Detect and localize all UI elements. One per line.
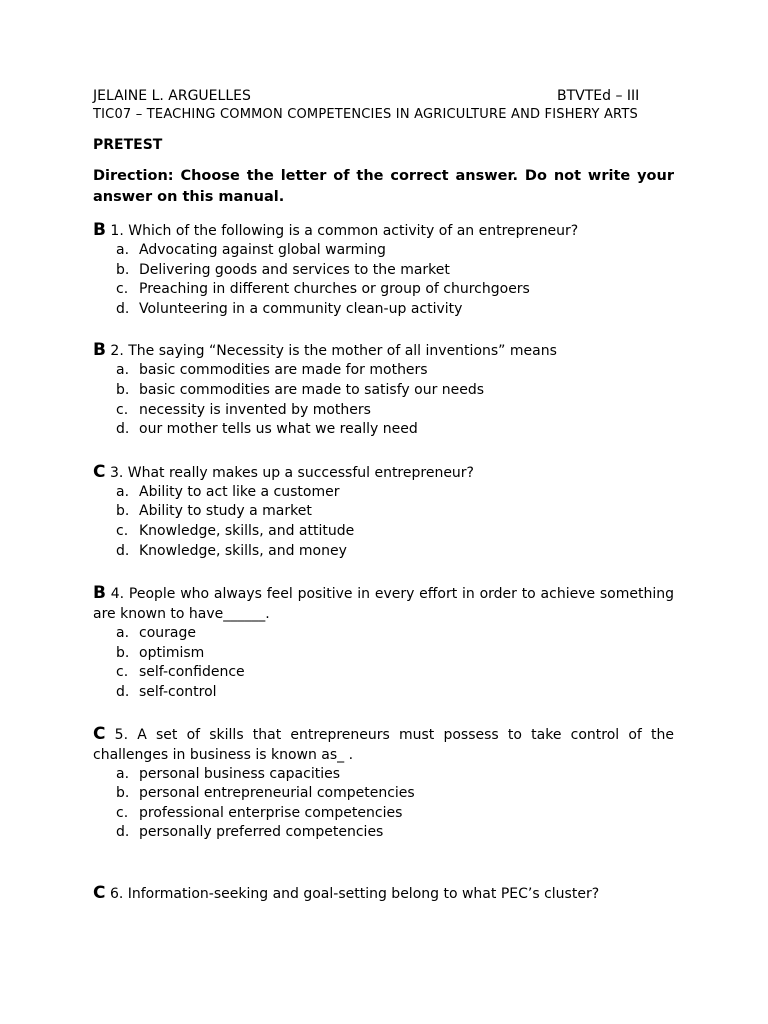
answer-letter: C: [93, 723, 106, 744]
choice-item: [116, 381, 674, 401]
choice-text: self-control: [139, 683, 217, 700]
choice-letter: c.: [116, 401, 129, 418]
direction-text: Direction: Choose the letter of the correct answer. Do not write your answer on this manual.: [93, 168, 674, 205]
choice-text: personal business capacities: [139, 765, 340, 782]
answer-letter: B: [93, 340, 106, 361]
choice-text: Ability to study a market: [139, 503, 312, 520]
document-page: [93, 86, 674, 904]
choice-letter: a.: [116, 362, 130, 379]
choice-item: [116, 261, 674, 281]
choice-letter: d.: [116, 421, 130, 438]
choice-item: [116, 420, 674, 440]
question-text: 6. Information-seeking and goal-setting belong to what PEC’s cluster?: [109, 885, 600, 902]
question-text: 1. Which of the following is a common activity of an entrepreneur?: [110, 223, 579, 239]
question-text: 4. People who always feel positive in every effort in order to achieve something are known to have______.: [93, 586, 674, 623]
choice-list: [93, 361, 674, 439]
choice-text: Advocating against global warming: [139, 242, 386, 258]
question-stem: [93, 883, 674, 904]
page-title: PRETEST: [93, 137, 163, 153]
choice-text: Knowledge, skills, and money: [139, 542, 347, 559]
choice-letter: b.: [116, 381, 130, 398]
question-text: 2. The saying “Necessity is the mother of all inventions” means: [110, 343, 557, 360]
choice-item: [116, 765, 674, 785]
choice-letter: b.: [116, 503, 130, 520]
choice-list: [93, 483, 674, 561]
choice-letter: a.: [116, 483, 130, 500]
answer-letter: B: [93, 220, 106, 240]
choice-letter: b.: [116, 261, 130, 278]
choice-letter: c.: [116, 522, 129, 539]
question-3: [93, 462, 674, 561]
choice-letter: d.: [116, 542, 130, 559]
choice-letter: b.: [116, 785, 130, 802]
choice-list: [93, 241, 674, 319]
choice-list: [93, 765, 674, 843]
choice-item: [116, 241, 674, 261]
question-4: [93, 583, 674, 702]
choice-item: [116, 361, 674, 381]
choice-text: necessity is invented by mothers: [139, 401, 371, 418]
choice-item: [116, 401, 674, 421]
question-stem: [93, 724, 674, 765]
choice-text: optimism: [139, 644, 205, 661]
question-stem: [93, 583, 674, 624]
choice-text: basic commodities are made to satisfy our needs: [139, 381, 485, 398]
choice-item: [116, 823, 674, 843]
question-text: 3. What really makes up a successful entrepreneur?: [109, 464, 474, 481]
answer-letter: B: [93, 583, 106, 604]
choice-text: Volunteering in a community clean-up activity: [139, 300, 463, 317]
question-stem: [93, 340, 674, 361]
question-2: [93, 340, 674, 439]
choice-item: [116, 624, 674, 644]
choice-letter: b.: [116, 644, 130, 661]
question-6: [93, 883, 674, 904]
choice-text: Ability to act like a customer: [139, 483, 340, 500]
question-stem: [93, 220, 674, 241]
answer-letter: C: [93, 461, 106, 482]
choice-letter: a.: [116, 242, 130, 258]
question-text: 5. A set of skills that entrepreneurs must possess to take control of the challenges in business is known as_ .: [93, 726, 674, 763]
choice-text: Delivering goods and services to the market: [139, 261, 450, 278]
choice-letter: c.: [116, 281, 129, 298]
choice-letter: a.: [116, 765, 130, 782]
choice-item: [116, 280, 674, 300]
choice-text: personal entrepreneurial competencies: [139, 785, 415, 802]
choice-item: [116, 542, 674, 562]
choice-text: self-confidence: [139, 664, 245, 681]
choice-item: [116, 483, 674, 503]
choice-item: [116, 784, 674, 804]
choice-item: [116, 663, 674, 683]
choice-item: [116, 804, 674, 824]
choice-list: [93, 624, 674, 702]
choice-text: Knowledge, skills, and attitude: [139, 522, 355, 539]
choice-text: personally preferred competencies: [139, 824, 384, 841]
question-1: [93, 220, 674, 319]
subject-title: TIC07 – TEACHING COMMON COMPETENCIES IN AGRICULTURE AND FISHERY ARTS: [93, 107, 638, 122]
answer-letter: C: [93, 882, 106, 903]
choice-text: our mother tells us what we really need: [139, 421, 418, 438]
choice-item: [116, 300, 674, 320]
choice-letter: c.: [116, 664, 129, 681]
student-name: JELAINE L. ARGUELLES: [93, 88, 251, 104]
choice-item: [116, 522, 674, 542]
question-stem: [93, 462, 674, 483]
choice-text: Preaching in different churches or group of churchgoers: [139, 281, 530, 298]
choice-item: [116, 644, 674, 664]
choice-letter: d.: [116, 300, 130, 317]
course-code: BTVTEd – III: [557, 88, 640, 104]
choice-text: basic commodities are made for mothers: [139, 362, 428, 379]
header-row: [93, 86, 674, 106]
choice-letter: d.: [116, 683, 130, 700]
choice-item: [116, 683, 674, 703]
choice-letter: a.: [116, 625, 130, 642]
choice-item: [116, 502, 674, 522]
choice-letter: c.: [116, 804, 129, 821]
choice-text: professional enterprise competencies: [139, 804, 403, 821]
choice-letter: d.: [116, 824, 130, 841]
choice-text: courage: [139, 625, 196, 642]
question-5: [93, 724, 674, 843]
